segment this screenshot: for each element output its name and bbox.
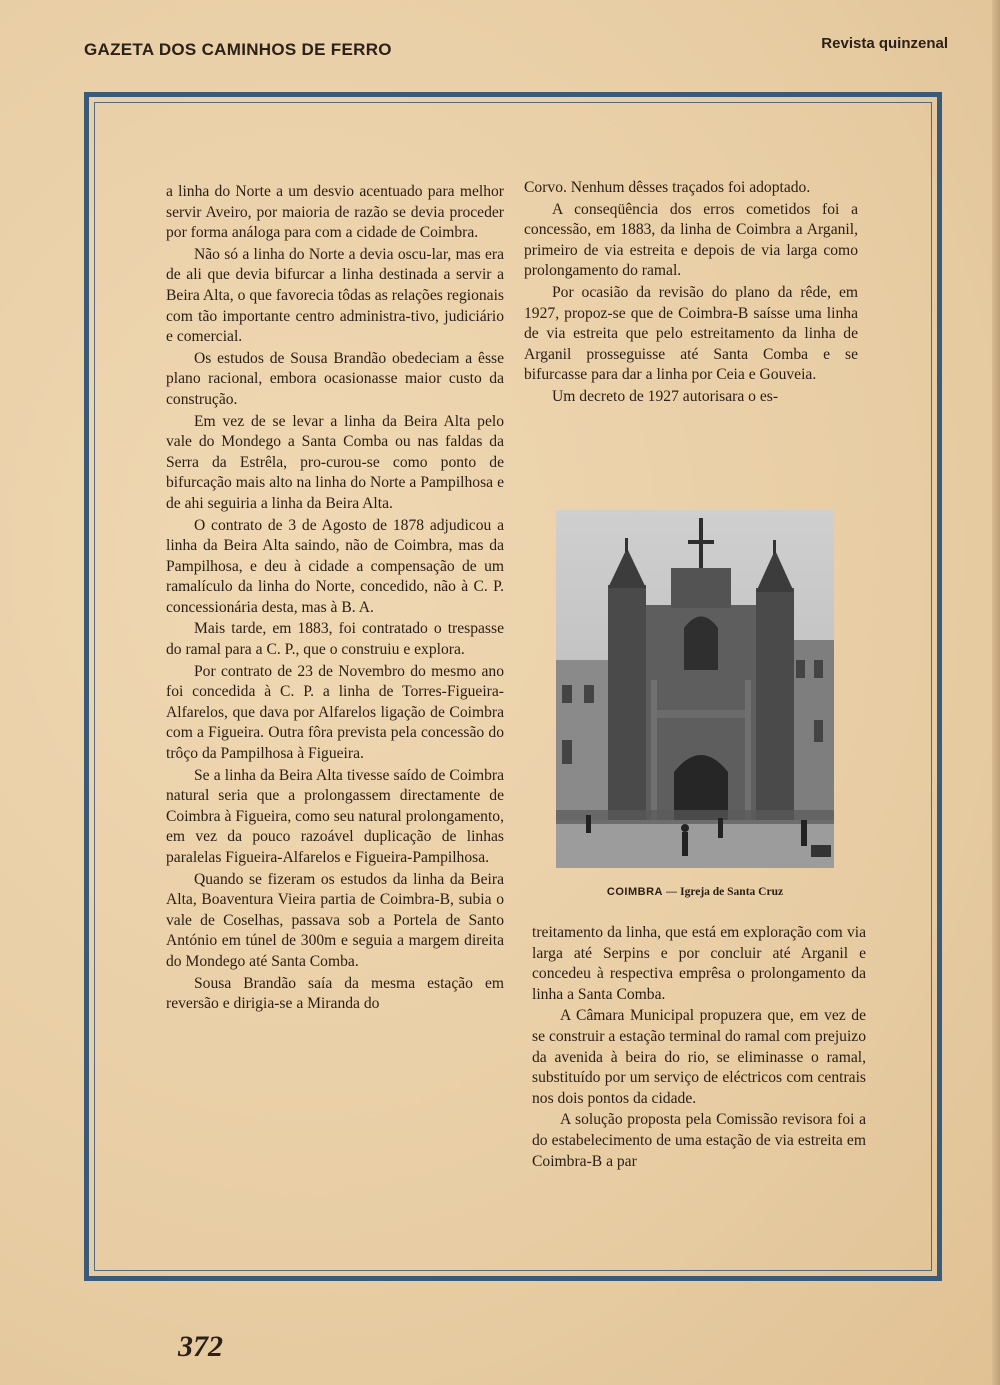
church-illustration	[556, 510, 834, 868]
paragraph: O contrato de 3 de Agosto de 1878 adjudicou a linha da Beira Alta saindo, não de Coimbra, mas da Pampilhosa, e deu à cidade a compensação de um ramalículo da linha do Norte, concedido, não à C. P. concessionária desta, mas à B. A.	[166, 516, 504, 616]
paragraph: Por ocasião da revisão do plano da rêde, em 1927, propoz-se que de Coimbra-B saísse uma linha de via estreita que pelo estreitamento da linha de Arganil prosseguisse até Santa Comba e se bifurcasse para dar a linha por Ceia e Gouveia.	[524, 283, 858, 384]
paragraph: Por contrato de 23 de Novembro do mesmo ano foi concedida à C. P. a linha de Torres-Figueira-Alfarelos, que dava por Alfarelos ligação de Coimbra com a Figueira. Outra fôra prevista pela concessão do trôço da Pampilhosa à Figueira.	[166, 662, 504, 763]
paragraph: Os estudos de Sousa Brandão obedeciam a êsse plano racional, embora ocasionasse maior custo da construção.	[166, 349, 504, 408]
journal-title: GAZETA DOS CAMINHOS DE FERRO	[84, 40, 392, 59]
caption-title: COIMBRA	[606, 886, 663, 898]
paragraph: Sousa Brandão saía da mesma estação em reversão e dirigia-se a Miranda do	[166, 974, 504, 1013]
paragraph: Corvo. Nenhum dêsses traçados foi adoptado.	[524, 179, 811, 196]
paragraph: Não só a linha do Norte a devia oscu-lar, mas era de ali que devia bifurcar a linha destinada a servir a Beira Alta, o que favorecia tôdas as relações regionais com tão importante centro administra-tivo, judiciário e comercial.	[166, 245, 504, 346]
paragraph: Um decreto de 1927 autorisara o es-	[552, 387, 779, 405]
caption-subtitle: Igreja de Santa Cruz	[680, 886, 784, 898]
left-column	[166, 182, 504, 1015]
journal-subtitle: Revista quinzenal	[821, 35, 948, 52]
photo-caption	[556, 886, 834, 898]
right-column-bottom	[532, 923, 866, 1172]
paragraph: A Câmara Municipal propuzera que, em vez de se construir a estação terminal do ramal com prejuizo da avenida à beira do rio, se eliminasse o ramal, substituído por um serviço de eléctricos com centrais nos dois pontos da cidade.	[532, 1007, 866, 1107]
paragraph: treitamento da linha, que está em exploração com via larga até Serpins e por concluir até Arganil e concedeu à respectiva emprêsa o prolongamento da linha a Santa Comba.	[532, 924, 866, 1003]
caption-dash: —	[662, 886, 681, 898]
paragraph: a linha do Norte a um desvio acentuado para melhor servir Aveiro, por maioria de razão se devia proceder por forma análoga para com a cidade de Coimbra.	[166, 183, 504, 242]
paragraph: A conseqüência dos erros cometidos foi a concessão, em 1883, da linha de Coimbra a Arganil, primeiro de via estreita e depois de via larga como prolongamento do ramal.	[524, 200, 858, 280]
paragraph: A solução proposta pela Comissão revisora foi a do estabelecimento de uma estação de via estreita em Coimbra-B a par	[532, 1111, 866, 1170]
page-number: 372	[178, 1330, 223, 1363]
paragraph: Mais tarde, em 1883, foi contratado o trespasse do ramal para a C. P., que o construiu e explora.	[166, 620, 504, 659]
right-column-top	[524, 178, 858, 408]
church-photo	[556, 510, 834, 868]
page-edge	[992, 0, 1000, 1385]
paragraph: Quando se fizeram os estudos da linha da Beira Alta, Boaventura Vieira partia de Coimbra-B, subia o vale de Coselhas, passava sob a Portela de Santo António em túnel de 300m e seguia a margem direita do Mondego até Santa Comba.	[166, 870, 504, 970]
paragraph: Se a linha da Beira Alta tivesse saído de Coimbra natural seria que a prolongassem directamente de Coimbra à Figueira, como seu natural prolongamento, em vez da pouco razoável duplicação de linhas paralelas Figueira-Alfarelos e Figueira-Pampilhosa.	[166, 766, 504, 866]
paragraph: Em vez de se levar a linha da Beira Alta pelo vale do Mondego a Santa Comba ou nas faldas da Serra da Estrêla, pro-curou-se como ponto de bifurcação mais alto na linha do Norte a Pampilhosa e de ahi seguiria a linha da Beira Alta.	[166, 412, 504, 512]
